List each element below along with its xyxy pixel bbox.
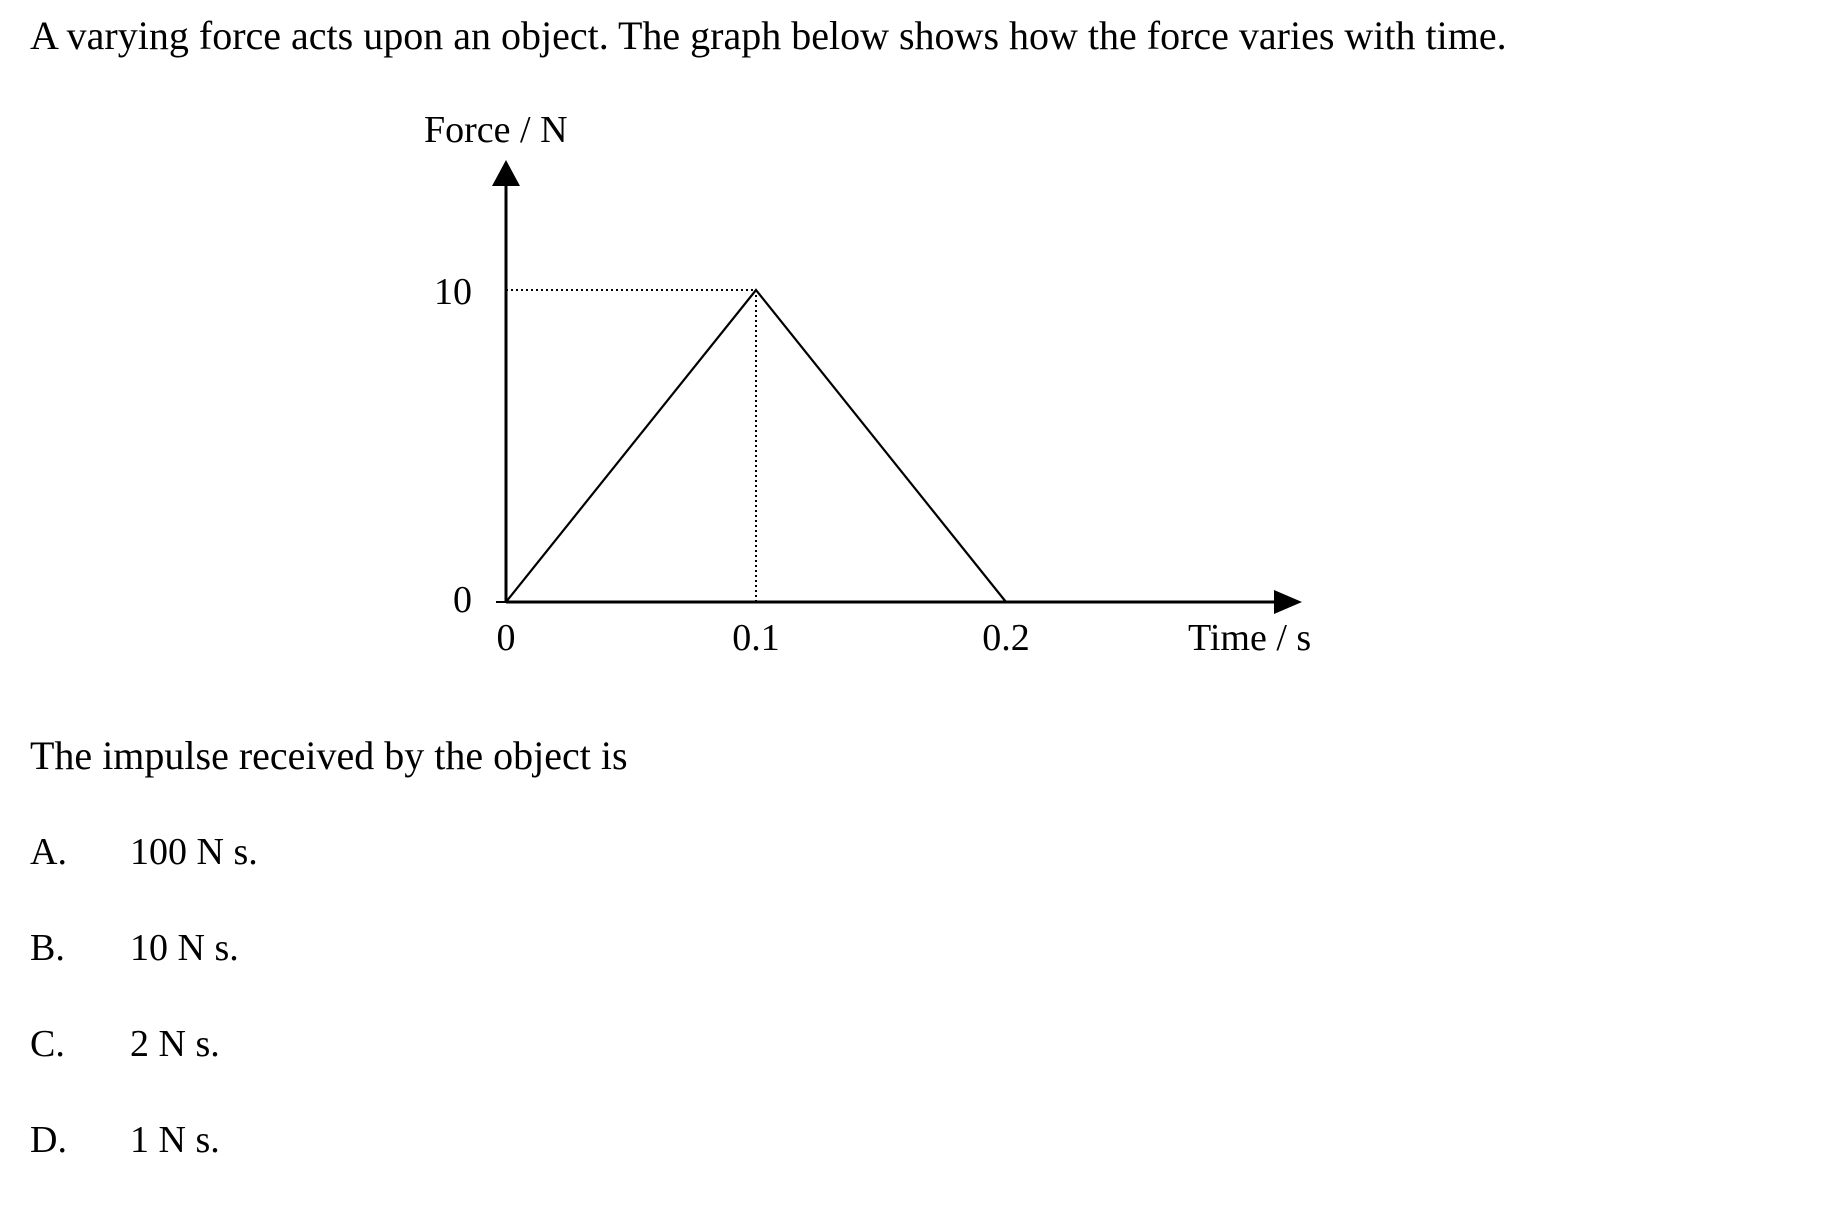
option-text: 2 N s. (130, 1023, 220, 1065)
option-letter: B. (30, 927, 65, 969)
option-d[interactable] (30, 1115, 220, 1165)
x-tick-label-0: 0 (496, 617, 516, 659)
option-letter: C. (30, 1023, 65, 1065)
x-axis-arrow-icon (1274, 590, 1302, 614)
x-axis-label: Time / s (1188, 617, 1312, 659)
y-tick-label-10: 10 (434, 271, 472, 313)
x-tick-label-0.1: 0.1 (732, 617, 780, 659)
option-letter: A. (30, 831, 67, 873)
question-prompt: The impulse received by the object is (30, 733, 628, 778)
question-stem: A varying force acts upon an object. The graph below shows how the force varies with time. (30, 13, 1507, 58)
option-letter: D. (30, 1119, 67, 1161)
y-tick-label-0: 0 (453, 579, 472, 621)
x-tick-label-0.2: 0.2 (982, 617, 1030, 659)
option-a[interactable] (30, 827, 258, 877)
option-b[interactable] (30, 923, 239, 973)
option-text: 100 N s. (130, 831, 258, 873)
y-axis-label: Force / N (424, 109, 568, 151)
option-c[interactable] (30, 1019, 220, 1069)
option-text: 10 N s. (130, 927, 239, 969)
option-text: 1 N s. (130, 1119, 220, 1161)
y-axis-arrow-icon (492, 160, 520, 186)
